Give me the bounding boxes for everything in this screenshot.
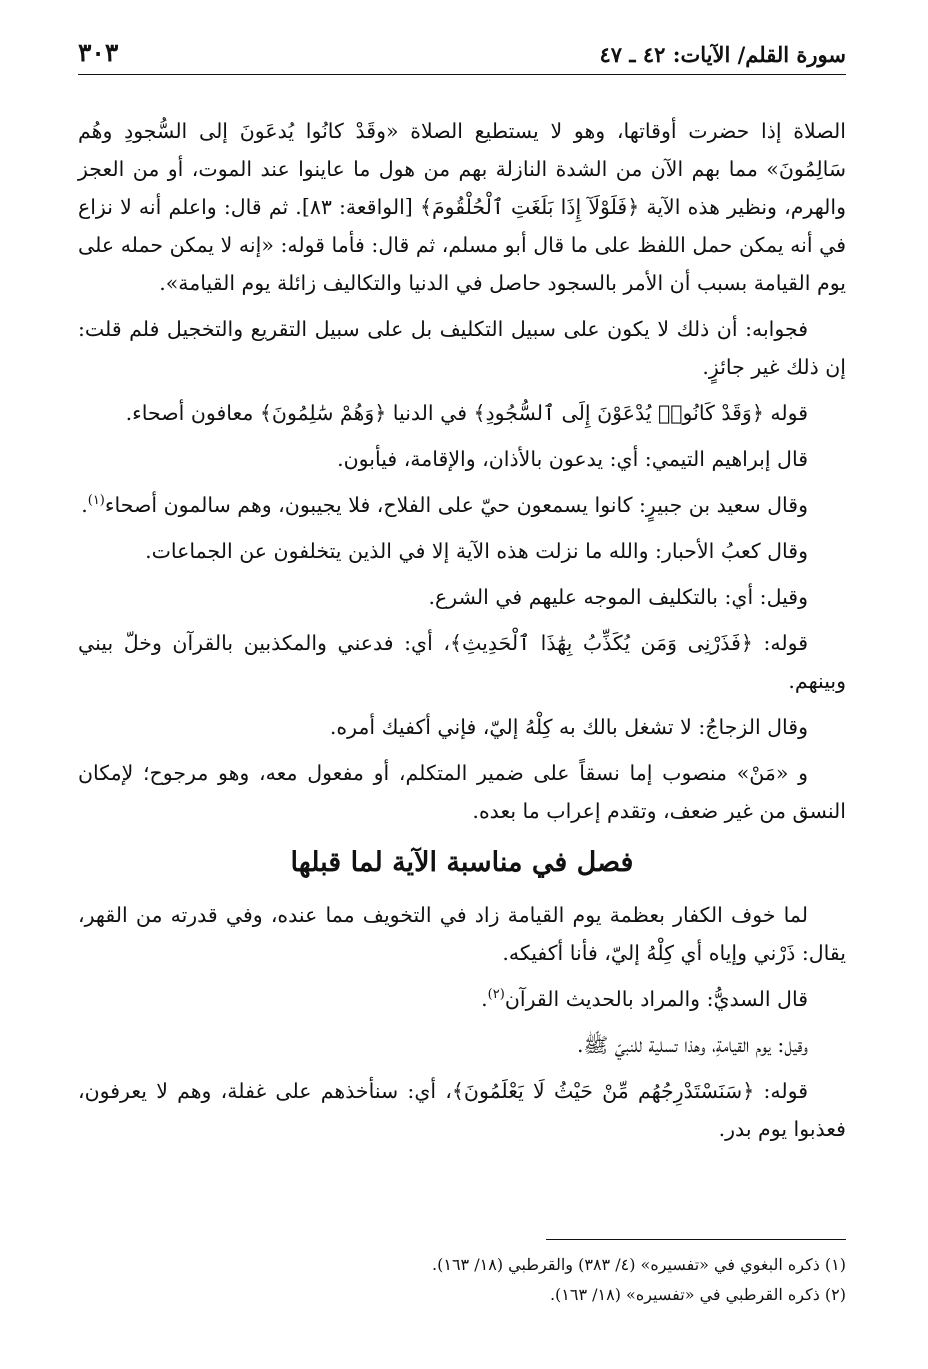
paragraph-7: وقيل: أي: بالتكليف الموجه عليهم في الشرع.: [428, 585, 808, 609]
paragraph-5: [78, 486, 846, 524]
surah-title: سورة القلم/ الآيات: ٤٢ ـ ٤٧: [599, 42, 846, 67]
footnote-separator: [546, 1239, 846, 1240]
footnote-ref-2: (٢): [487, 987, 505, 1003]
paragraph-14: قوله: ﴿سَنَسْتَدْرِجُهُم مِّنْ حَيْثُ لَا يَعْلَمُونَ﴾، أي: سنأخذهم على غفلة، وهم لا يعرفون، فعذبوا يوم بدر.: [78, 1079, 846, 1141]
footnote-ref-1: (١): [87, 493, 105, 509]
paragraph-5-end: .: [81, 493, 88, 517]
paragraph-13: وقيل: يوم القيامةِ، وهذا تسلية للنبيّ ﷺ.: [576, 1033, 808, 1057]
paragraph-2: فجوابه: أن ذلك لا يكون على سبيل التكليف بل على سبيل التقريع والتخجيل فلم قلت: إن ذلك غير جائزٍ.: [78, 317, 846, 379]
paragraph-12-end: .: [481, 987, 488, 1011]
paragraph-3: قوله ﴿وَقَدْ كَانُوا۟ يُدْعَوْنَ إِلَى ٱلسُّجُودِ﴾ في الدنيا ﴿وَهُمْ سَٰلِمُونَ﴾ معافون أصحاء.: [125, 401, 808, 425]
paragraph-10: و «مَنْ» منصوب إما نسقاً على ضمير المتكلم، أو مفعول معه، وهو مرجوح؛ لإمكان النسق من غير ضعف، وتقدم إعراب ما بعده.: [78, 761, 846, 823]
footnotes: [78, 1250, 846, 1310]
paragraph-9: وقال الزجاجُ: لا تشغل بالك به كِلْهُ إليّ، فإني أكفيك أمره.: [329, 715, 808, 739]
running-header: [78, 38, 846, 75]
main-text: [78, 112, 846, 1156]
paragraph-12-text: قال السديُّ: والمراد بالحديث القرآن: [504, 987, 808, 1011]
section-heading: فصل في مناسبة الآية لما قبلها: [290, 847, 634, 878]
paragraph-1: الصلاة إذا حضرت أوقاتها، وهو لا يستطيع الصلاة «وقَدْ كانُوا يُدعَونَ إلى السُّجودِ وهُم سَالِمُونَ» مما بهم الآن من الشدة النازلة بهم من هول ما عاينوا عند الموت، أو من العجز والهرم، ونظير هذه الآية ﴿فَلَوْلَآ إِذَا بَلَغَتِ ٱلْحُلْقُومَ﴾ [الواقعة: ٨٣]. ثم قال: واعلم أنه لا نزاع في أنه يمكن حمل اللفظ على ما قال أبو مسلم، ثم قال: فأما قوله: «إنه لا يمكن حمله على يوم القيامة بسبب أن الأمر بالسجود حاصل في الدنيا والتكاليف زائلة يوم القيامة».: [78, 119, 846, 295]
page-number: ٣٠٣: [78, 38, 119, 67]
paragraph-8: قوله: ﴿فَذَرْنِى وَمَن يُكَذِّبُ بِهَٰذَا ٱلْحَدِيثِ﴾، أي: فدعني والمكذبين بالقرآن وخلّ بيني وبينهم.: [78, 631, 846, 693]
paragraph-4: قال إبراهيم التيمي: أي: يدعون بالأذان، والإقامة، فيأبون.: [337, 447, 808, 471]
footnote-2: (٢) ذكره القرطبي في «تفسيره» (١٨/ ١٦٣).: [549, 1285, 846, 1304]
paragraph-11: لما خوف الكفار بعظمة يوم القيامة زاد في التخويف مما عنده، وفي قدرته من القهر، يقال: ذَرْني وإياه أي كِلْهُ إليّ، فأنا أكفيكه.: [78, 903, 846, 965]
paragraph-12: [78, 980, 846, 1018]
paragraph-6: وقال كعبُ الأحبار: والله ما نزلت هذه الآية إلا في الذين يتخلفون عن الجماعات.: [145, 539, 808, 563]
paragraph-5-text: وقال سعيد بن جبيرٍ: كانوا يسمعون حيّ على الفلاح، فلا يجيبون، وهم سالمون أصحاء: [104, 493, 808, 517]
footnote-1: (١) ذكره البغوي في «تفسيره» (٤/ ٣٨٣) والقرطبي (١٨/ ١٦٣).: [432, 1255, 846, 1274]
